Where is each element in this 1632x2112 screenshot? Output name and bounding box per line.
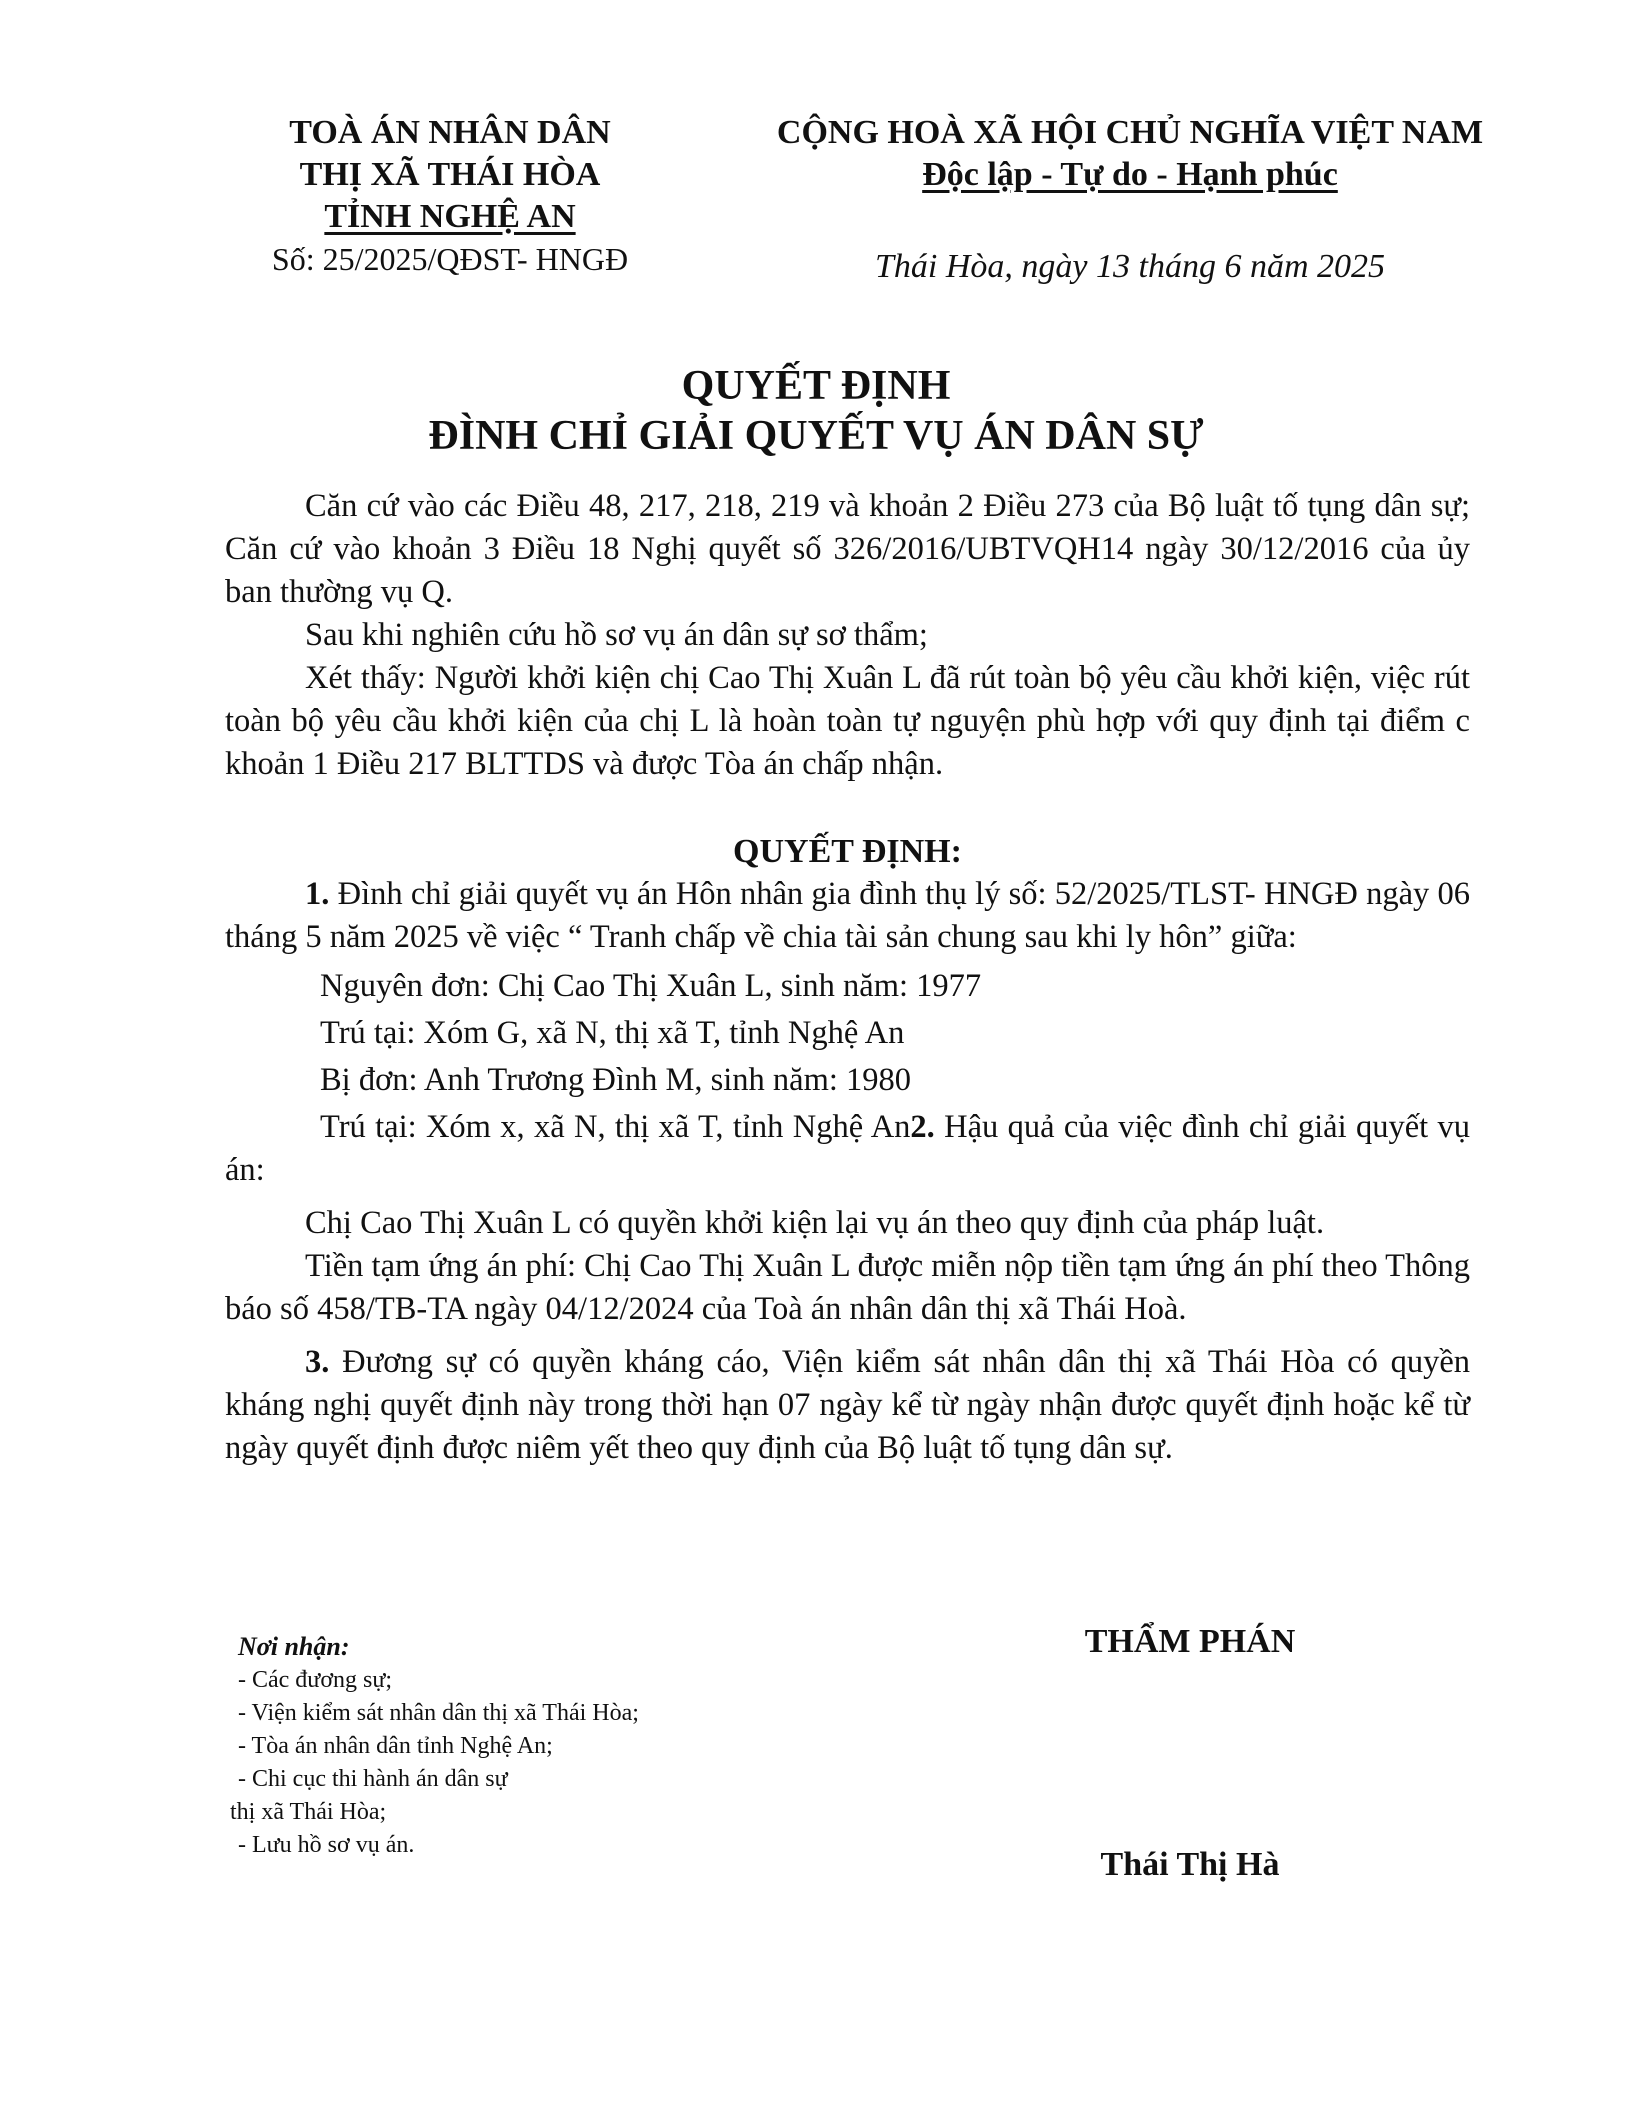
- study-paragraph: Sau khi nghiên cứu hồ sơ vụ án dân sự sơ thẩm;: [305, 617, 928, 653]
- recipient-item: - Viện kiểm sát nhân dân thị xã Thái Hòa;: [238, 1700, 639, 1726]
- court-header: [240, 112, 660, 280]
- decision-item-3-text: Đương sự có quyền kháng cáo, Viện kiểm sát nhân dân thị xã Thái Hòa có quyền kháng nghị quyết định này trong thời hạn 07 ngày kể từ ngày nhận được quyết định hoặc kể từ ngày quyết định được niêm yết theo quy định của Bộ luật tố tụng dân sự.: [225, 1344, 1470, 1466]
- court-fee-paragraph: Tiền tạm ứng án phí: Chị Cao Thị Xuân L được miễn nộp tiền tạm ứng án phí theo Thông báo số 458/TB-TA ngày 04/12/2024 của Toà án nhân dân thị xã Thái Hoà.: [225, 1248, 1470, 1327]
- recipient-item: - Lưu hồ sơ vụ án.: [238, 1832, 415, 1858]
- document-subtitle: ĐÌNH CHỈ GIẢI QUYẾT VỤ ÁN DÂN SỰ: [428, 413, 1204, 459]
- defendant-line: Bị đơn: Anh Trương Đình M, sinh năm: 1980: [320, 1062, 912, 1098]
- defendant-address-line: [225, 1106, 1470, 1192]
- decision-heading: QUYẾT ĐỊNH:: [733, 833, 962, 870]
- country-name: CỘNG HOÀ XÃ HỘI CHỦ NGHĨA VIỆT NAM: [776, 114, 1484, 151]
- court-province-text: TỈNH NGHỆ AN: [324, 198, 576, 235]
- legal-basis-paragraph: Căn cứ vào các Điều 48, 217, 218, 219 và khoản 2 Điều 273 của Bộ luật tố tụng dân sự; Căn cứ vào khoản 3 Điều 18 Nghị quyết số 326/2016/UBTVQH14 ngày 30/12/2016 của ủy ban thường vụ Q.: [225, 488, 1470, 610]
- decision-item-1-number: 1.: [305, 876, 330, 912]
- preamble: [225, 485, 1470, 786]
- signer-name: Thái Thị Hà: [1100, 1846, 1280, 1883]
- decision-item-3-number: 3.: [305, 1344, 330, 1380]
- plaintiff-line: Nguyên đơn: Chị Cao Thị Xuân L, sinh năm: 1977: [320, 968, 982, 1004]
- document-title: QUYẾT ĐỊNH: [681, 363, 951, 409]
- national-motto-text: Độc lập - Tự do - Hạnh phúc: [922, 156, 1338, 193]
- plaintiff-address-line: Trú tại: Xóm G, xã N, thị xã T, tỉnh Nghệ An: [320, 1015, 905, 1051]
- national-header: [760, 112, 1500, 288]
- right-to-sue-paragraph: Chị Cao Thị Xuân L có quyền khởi kiện lại vụ án theo quy định của pháp luật.: [305, 1205, 1325, 1241]
- recipient-item: - Các đương sự;: [238, 1667, 393, 1693]
- court-town: THỊ XÃ THÁI HÒA: [299, 156, 601, 193]
- national-motto: [760, 154, 1500, 196]
- consideration-paragraph: Xét thấy: Người khởi kiện chị Cao Thị Xuân L đã rút toàn bộ yêu cầu khởi kiện, việc rút toàn bộ yêu cầu khởi kiện của chị L là hoàn toàn tự nguyện phù hợp với quy định tại điểm c khoản 1 Điều 217 BLTTDS và được Tòa án chấp nhận.: [225, 660, 1470, 782]
- signer-role: THẨM PHÁN: [1084, 1623, 1296, 1660]
- recipient-item: - Tòa án nhân dân tỉnh Nghệ An;: [238, 1733, 553, 1759]
- document-number: Số: 25/2025/QĐST- HNGĐ: [271, 241, 629, 277]
- recipient-item: - Chi cục thi hành án dân sự: [238, 1766, 508, 1792]
- decision-item-1-text: Đình chỉ giải quyết vụ án Hôn nhân gia đình thụ lý số: 52/2025/TLST- HNGĐ ngày 06 tháng 5 năm 2025 về việc “ Tranh chấp về chia tài sản chung sau khi ly hôn” giữa:: [225, 876, 1470, 955]
- decision-item-2-text: Hậu quả của việc đình chỉ giải quyết vụ án:: [225, 1109, 1470, 1188]
- recipients-list: [230, 1630, 798, 1862]
- defendant-address-text: Trú tại: Xóm x, xã N, thị xã T, tỉnh Nghệ An: [320, 1109, 911, 1145]
- court-name: TOÀ ÁN NHÂN DÂN: [289, 114, 611, 151]
- decision-item-1: [225, 873, 1470, 959]
- recipient-item: thị xã Thái Hòa;: [230, 1799, 387, 1825]
- decision-item-2-number: 2.: [910, 1109, 935, 1145]
- place-and-date: Thái Hòa, ngày 13 tháng 6 năm 2025: [875, 248, 1385, 285]
- decision-item-3: [225, 1341, 1470, 1470]
- recipients-title: Nơi nhận:: [238, 1632, 350, 1661]
- decision-section: [225, 800, 1470, 1470]
- court-province: [240, 196, 660, 238]
